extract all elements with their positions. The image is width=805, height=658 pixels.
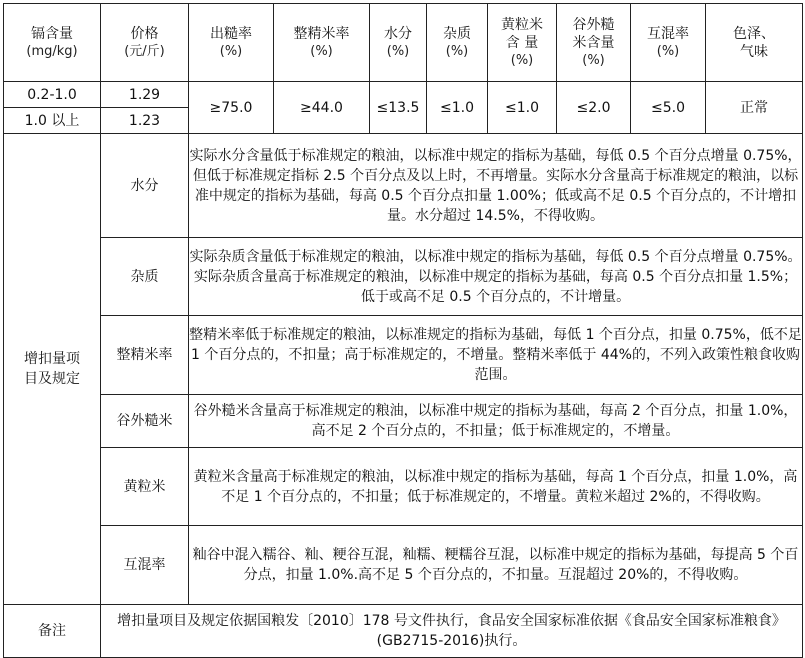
header-head-rice-rate: 整精米率 (%) xyxy=(274,4,370,82)
grain-purchase-standards-table xyxy=(3,3,803,658)
rule-row xyxy=(4,526,803,605)
rule-text-head-rice-rate: 整精米率低于标准规定的粮油，以标准规定的指标为基础，每低 1 个百分点，扣量 0.75%，低不足 1 个百分点的，不扣量；高于标准规定的，不增量。整精米率低于 44%的，不列入政策性粮食收购范围。 xyxy=(189,316,803,395)
rule-row xyxy=(4,448,803,526)
header-cadmium: 镉含量 (mg/kg) xyxy=(4,4,101,82)
rules-group-label: 增扣量项 目及规定 xyxy=(4,134,101,605)
rule-row xyxy=(4,134,803,238)
header-row xyxy=(4,4,803,82)
rule-row xyxy=(4,395,803,448)
grade-row xyxy=(4,82,803,108)
cadmium-cell: 0.2-1.0 xyxy=(4,82,101,108)
rule-text-yellow-kernel: 黄粒米含量高于标准规定的粮油，以标准中规定的指标为基础，每高 1 个百分点，扣量 1.0%，高不足 1 个百分点的，不扣量；低于标准规定的，不增量。黄粒米超过 2%的，不得收购。 xyxy=(189,448,803,526)
rule-text-husked-kernel: 谷外糙米含量高于标准规定的粮油，以标准中规定的指标为基础，每高 2 个百分点，扣量 1.0%，高不足 2 个百分点的，不扣量；低于标准规定的，不增量。 xyxy=(189,395,803,448)
standard-color-odor: 正常 xyxy=(706,82,803,134)
rule-name-mixing-rate: 互混率 xyxy=(101,526,189,605)
header-price: 价格 (元/斤) xyxy=(101,4,189,82)
standard-moisture: ≤13.5 xyxy=(370,82,427,134)
standard-impurity: ≤1.0 xyxy=(427,82,488,134)
rule-name-impurity: 杂质 xyxy=(101,238,189,316)
standard-head-rice-rate: ≥44.0 xyxy=(274,82,370,134)
note-row xyxy=(4,605,803,658)
rule-name-husked-kernel: 谷外糙米 xyxy=(101,395,189,448)
rule-text-mixing-rate: 籼谷中混入糯谷、籼、粳谷互混，籼糯、粳糯谷互混，以标准中规定的指标为基础，每提高 5 个百分点，扣量 1.0%.高不足 5 个百分点的，不扣量。互混超过 20%的，不得收购。 xyxy=(189,526,803,605)
rule-text-moisture: 实际水分含量低于标准规定的粮油，以标准中规定的指标为基础，每低 0.5 个百分点增量 0.75%，但低于标准规定指标 2.5 个百分点及以上时，不再增量。实际水分含量高于标准规定的粮油，以标准中规定的指标为基础，每高 0.5 个百分点扣量 1.00%；低或高不足 0.5 个百分点的，不计增扣量。水分超过 14.5%，不得收购。 xyxy=(189,134,803,238)
rule-name-yellow-kernel: 黄粒米 xyxy=(101,448,189,526)
rule-name-head-rice-rate: 整精米率 xyxy=(101,316,189,395)
header-husked-kernel: 谷外糙 米含量 (%) xyxy=(557,4,631,82)
header-yellow-kernel: 黄粒米 含 量 (%) xyxy=(488,4,557,82)
header-impurity: 杂质 (%) xyxy=(427,4,488,82)
standard-yellow-kernel: ≤1.0 xyxy=(488,82,557,134)
header-moisture: 水分 (%) xyxy=(370,4,427,82)
header-mixing-rate: 互混率 (%) xyxy=(631,4,706,82)
standard-brown-rice-yield: ≥75.0 xyxy=(189,82,274,134)
rule-row xyxy=(4,316,803,395)
cadmium-cell: 1.0 以上 xyxy=(4,108,101,134)
rule-text-impurity: 实际杂质含量低于标准规定的粮油，以标准中规定的指标为基础，每低 0.5 个百分点增量 0.75%。实际杂质含量高于标准规定的粮油，以标准中规定的指标为基础，每高 0.5 个百分点扣量 1.5%；低于或高不足 0.5 个百分点的，不计增量。 xyxy=(189,238,803,316)
rule-row xyxy=(4,238,803,316)
standard-mixing-rate: ≤5.0 xyxy=(631,82,706,134)
header-color-odor: 色泽、 气味 xyxy=(706,4,803,82)
price-cell: 1.23 xyxy=(101,108,189,134)
note-text: 增扣量项目及规定依据国粮发〔2010〕178 号文件执行，食品安全国家标准依据《食品安全国家标准粮食》(GB2715-2016)执行。 xyxy=(101,605,803,658)
note-label: 备注 xyxy=(4,605,101,658)
price-cell: 1.29 xyxy=(101,82,189,108)
standard-husked-kernel: ≤2.0 xyxy=(557,82,631,134)
header-brown-rice-yield: 出糙率 (%) xyxy=(189,4,274,82)
rule-name-moisture: 水分 xyxy=(101,134,189,238)
